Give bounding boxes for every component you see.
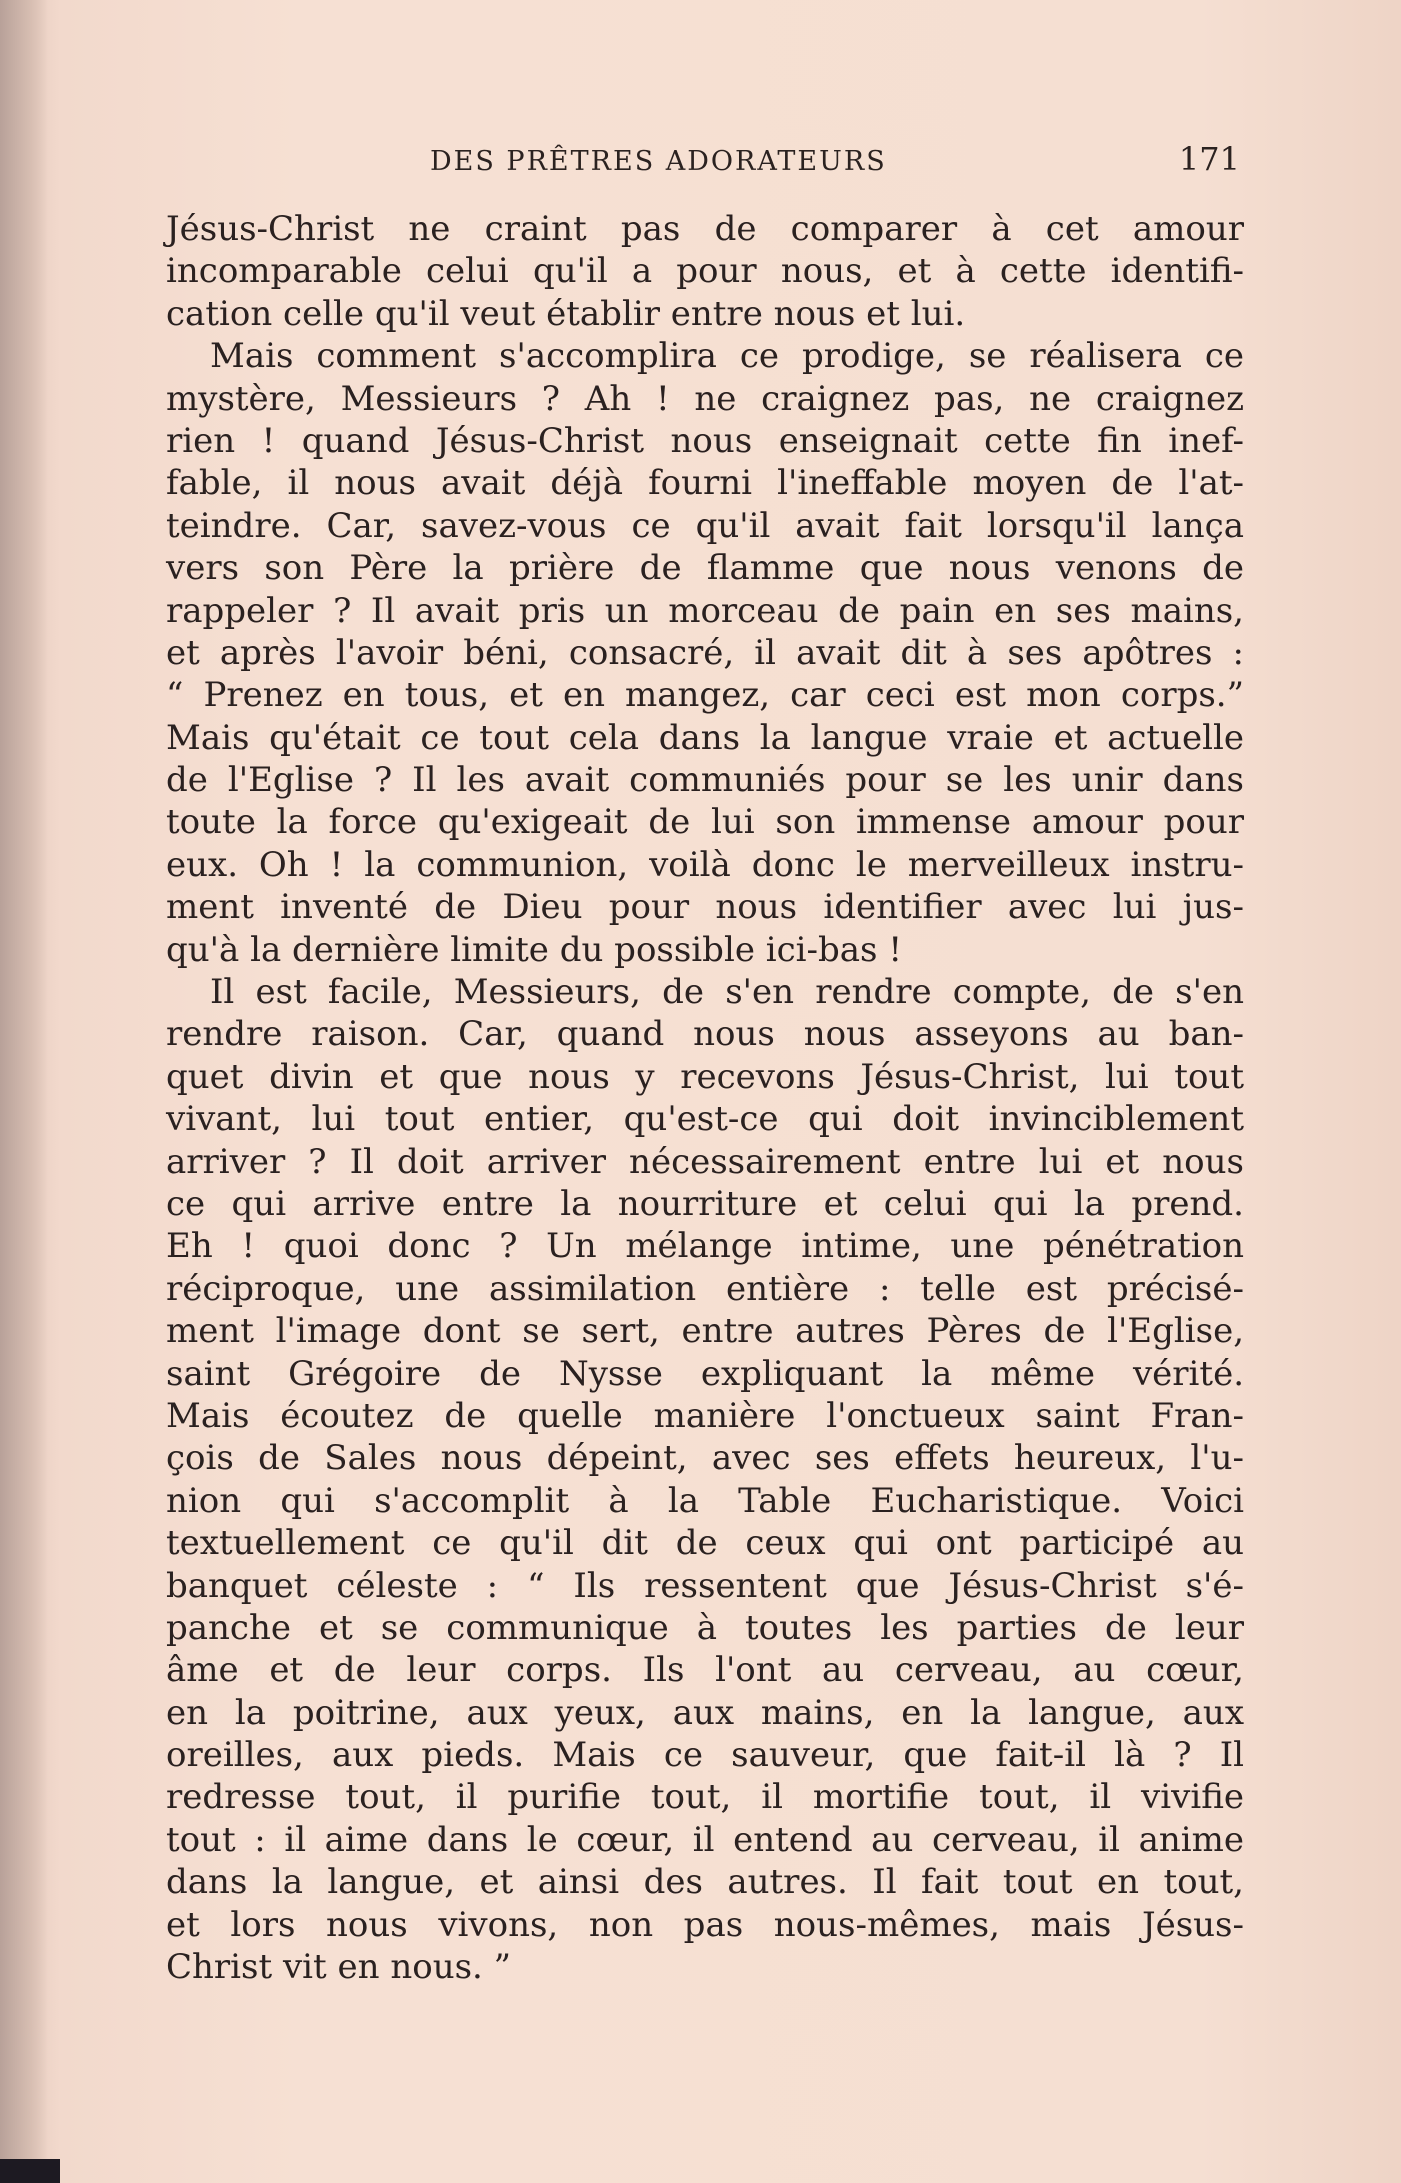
text-line: vivant, lui tout entier, qu'est-ce qui doit invinciblement — [166, 1099, 1244, 1140]
body-text — [166, 208, 1244, 1988]
page-gutter-shadow — [0, 0, 48, 2183]
text-line: quet divin et que nous y recevons Jésus-Christ, lui tout — [166, 1056, 1244, 1097]
text-line: vers son Père la prière de flamme que nous venons de — [166, 548, 1244, 589]
text-line: panche et se communique à toutes les parties de leur — [166, 1607, 1244, 1648]
text-line: ment inventé de Dieu pour nous identifier avec lui jus- — [166, 887, 1244, 928]
text-line: redresse tout, il purifie tout, il mortifie tout, il vivifie — [166, 1777, 1244, 1818]
text-line: textuellement ce qu'il dit de ceux qui ont participé au — [166, 1523, 1244, 1564]
page-header — [170, 140, 1240, 190]
text-line: çois de Sales nous dépeint, avec ses effets heureux, l'u- — [166, 1438, 1244, 1479]
text-line: dans la langue, et ainsi des autres. Il fait tout en tout, — [166, 1862, 1244, 1903]
running-head: DES PRÊTRES ADORATEURS — [430, 146, 887, 177]
text-line: et lors nous vivons, non pas nous-mêmes, mais Jésus- — [166, 1904, 1244, 1945]
text-line: Il est facile, Messieurs, de s'en rendre compte, de s'en — [210, 972, 1244, 1013]
text-line: “ Prenez en tous, et en mangez, car ceci est mon corps.” — [166, 675, 1244, 716]
text-line: cation celle qu'il veut établir entre nous et lui. — [166, 293, 966, 334]
text-line: toute la force qu'exigeait de lui son immense amour pour — [166, 802, 1244, 843]
text-line: réciproque, une assimilation entière : telle est précisé- — [166, 1268, 1244, 1309]
text-line: ment l'image dont se sert, entre autres Pères de l'Eglise, — [166, 1311, 1244, 1352]
text-line: âme et de leur corps. Ils l'ont au cerveau, au cœur, — [166, 1650, 1244, 1691]
text-line: mystère, Messieurs ? Ah ! ne craignez pas, ne craignez — [166, 378, 1244, 419]
text-line: banquet céleste : “ Ils ressentent que Jésus-Christ s'é- — [166, 1565, 1244, 1606]
scan-background-corner — [0, 2159, 60, 2183]
text-line: ce qui arrive entre la nourriture et celui qui la prend. — [166, 1183, 1244, 1224]
text-line: de l'Eglise ? Il les avait communiés pour se les unir dans — [166, 760, 1244, 801]
text-line: Mais comment s'accomplira ce prodige, se réalisera ce — [210, 336, 1244, 377]
text-line: Jésus-Christ ne craint pas de comparer à cet amour — [166, 209, 1244, 249]
text-line: eux. Oh ! la communion, voilà donc le merveilleux instru- — [166, 844, 1244, 885]
text-line: Mais qu'était ce tout cela dans la langue vraie et actuelle — [166, 717, 1244, 758]
text-line: fable, il nous avait déjà fourni l'ineffable moyen de l'at- — [166, 463, 1244, 504]
text-line: Christ vit en nous. ” — [166, 1947, 512, 1988]
text-line: rien ! quand Jésus-Christ nous enseignait cette fin inef- — [166, 420, 1244, 461]
text-line: saint Grégoire de Nysse expliquant la même vérité. — [166, 1353, 1244, 1394]
text-line: et après l'avoir béni, consacré, il avait dit à ses apôtres : — [166, 632, 1244, 673]
text-line: arriver ? Il doit arriver nécessairement entre lui et nous — [166, 1141, 1244, 1182]
text-line: tout : il aime dans le cœur, il entend au cerveau, il anime — [166, 1819, 1244, 1860]
text-line: en la poitrine, aux yeux, aux mains, en la langue, aux — [166, 1692, 1244, 1733]
text-line: oreilles, aux pieds. Mais ce sauveur, que fait-il là ? Il — [166, 1735, 1244, 1776]
text-line: rappeler ? Il avait pris un morceau de pain en ses mains, — [166, 590, 1244, 631]
text-line: rendre raison. Car, quand nous nous asseyons au ban- — [166, 1014, 1244, 1055]
text-line: qu'à la dernière limite du possible ici-bas ! — [166, 929, 902, 970]
text-line: incomparable celui qu'il a pour nous, et à cette identifi- — [166, 251, 1244, 292]
text-line: Mais écoutez de quelle manière l'onctueux saint Fran- — [166, 1395, 1244, 1436]
page-number: 171 — [1178, 140, 1240, 178]
text-line: nion qui s'accomplit à la Table Eucharistique. Voici — [166, 1480, 1244, 1521]
text-line: teindre. Car, savez-vous ce qu'il avait fait lorsqu'il lança — [166, 505, 1244, 546]
text-line: Eh ! quoi donc ? Un mélange intime, une pénétration — [166, 1226, 1244, 1267]
